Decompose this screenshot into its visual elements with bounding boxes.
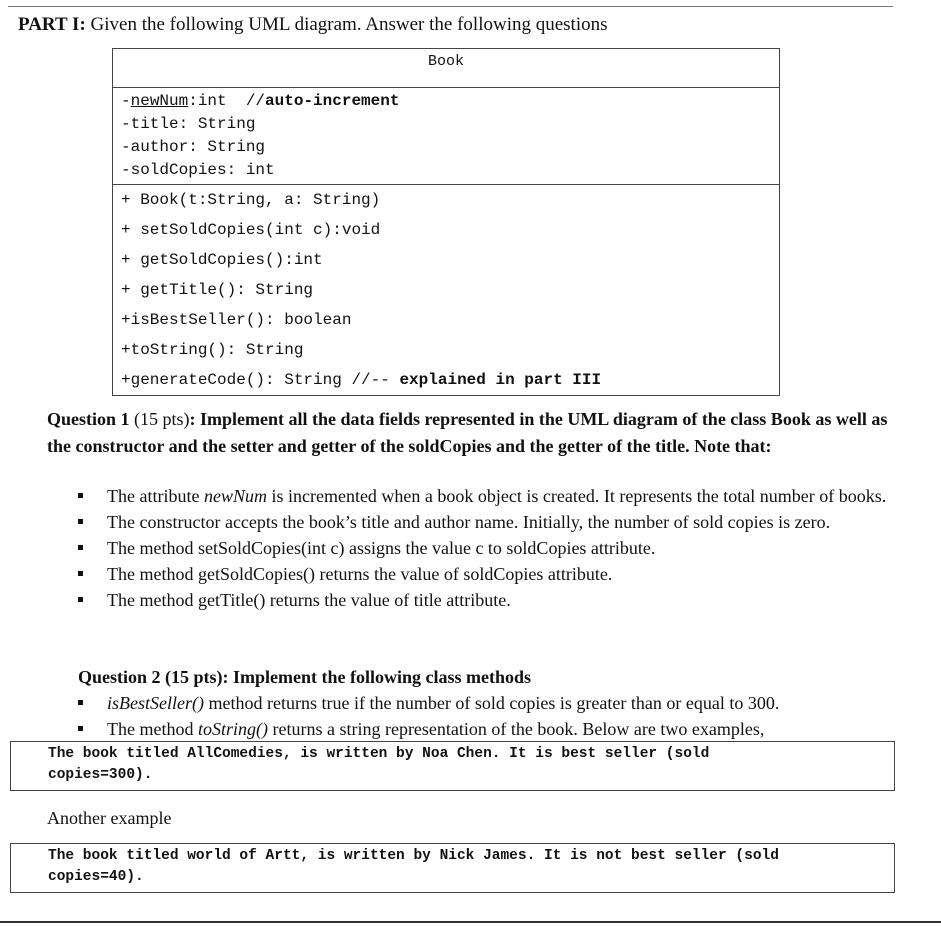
uml-method: +toString(): String [121, 341, 304, 359]
example-line: The book titled world of Artt, is written by Nick James. It is not best seller (sold [48, 848, 779, 864]
method-text: +generateCode(): String //-- [121, 371, 400, 389]
field-name-static: newNum [130, 92, 189, 110]
uml-field [121, 90, 779, 113]
uml-method [121, 365, 779, 395]
example-output-1 [10, 741, 895, 791]
example-line: copies=300). [48, 767, 153, 783]
question-1 [47, 406, 907, 460]
bullet-item [78, 535, 898, 561]
bottom-rule [0, 921, 941, 923]
bullet-italic: isBestSeller() [107, 693, 204, 713]
part-heading [18, 14, 608, 36]
bullet-item [78, 587, 898, 613]
bullet-text: The method getSoldCopies() returns the value of soldCopies attribute. [107, 564, 613, 584]
uml-method: + getSoldCopies():int [121, 251, 323, 269]
method-comment: explained in part III [399, 371, 602, 389]
bullet-item [78, 483, 898, 509]
example-line: The book titled AllComedies, is written by Noa Chen. It is best seller (sold [48, 746, 710, 762]
field-prefix: - [121, 92, 131, 110]
uml-method: +isBestSeller(): boolean [121, 311, 352, 329]
bullet-text: is incremented when a book object is created. It represents the total number of books. [266, 486, 887, 506]
field-comment: auto-increment [265, 92, 400, 110]
another-example-label: Another example [47, 808, 172, 828]
part-label: PART I: [18, 14, 86, 35]
uml-field: -soldCopies: int [121, 161, 275, 179]
part-text: Given the following UML diagram. Answer the following questions [85, 14, 608, 35]
bullet-icon [78, 597, 83, 602]
uml-field: -author: String [121, 138, 266, 156]
uml-fields [113, 88, 779, 185]
question-1-label: Question 1 [47, 409, 130, 429]
example-output-2 [10, 843, 895, 893]
question-2: Question 2 (15 pts): Implement the following class methods [78, 667, 531, 687]
bullet-text: The method [107, 719, 198, 739]
uml-method: + getTitle(): String [121, 281, 314, 299]
uml-method: + Book(t:String, a: String) [121, 191, 381, 209]
bullet-item [78, 561, 898, 587]
uml-method: + setSoldCopies(int c):void [121, 221, 381, 239]
top-rule [8, 6, 893, 7]
uml-methods [113, 185, 779, 395]
question-1-bullets [78, 483, 898, 613]
bullet-icon [78, 700, 83, 705]
bullet-icon [78, 519, 83, 524]
field-rest: :int // [188, 92, 266, 110]
bullet-italic: newNum [203, 486, 267, 506]
question-2-bullets [78, 690, 898, 742]
uml-field: -title: String [121, 115, 256, 133]
bullet-text: The constructor accepts the book’s title and author name. Initially, the number of sold copies is zero. [107, 512, 831, 532]
uml-class-diagram [112, 48, 780, 396]
bullet-text: returns a string representation of the book. Below are two examples, [267, 719, 765, 739]
bullet-text: The attribute [107, 486, 204, 506]
bullet-item [78, 509, 898, 535]
bullet-icon [78, 493, 83, 498]
bullet-icon [78, 571, 83, 576]
bullet-text: The method getTitle() returns the value of title attribute. [107, 590, 511, 610]
bullet-item [78, 690, 898, 716]
bullet-item [78, 716, 898, 742]
bullet-icon [78, 726, 83, 731]
bullet-text: method returns true if the number of sold copies is greater than or equal to 300. [203, 693, 780, 713]
example-line: copies=40). [48, 869, 144, 885]
uml-class-name: Book [113, 49, 779, 88]
bullet-icon [78, 545, 83, 550]
bullet-text: The method setSoldCopies(int c) assigns the value c to soldCopies attribute. [107, 538, 656, 558]
bullet-italic: toString() [197, 719, 268, 739]
question-1-text: : Implement all the data fields represented in the UML diagram of the class Book as well as the constructor and the setter and getter of the soldCopies and the getter of the title. Note that: [47, 409, 888, 456]
question-1-points: (15 pts) [129, 409, 190, 429]
